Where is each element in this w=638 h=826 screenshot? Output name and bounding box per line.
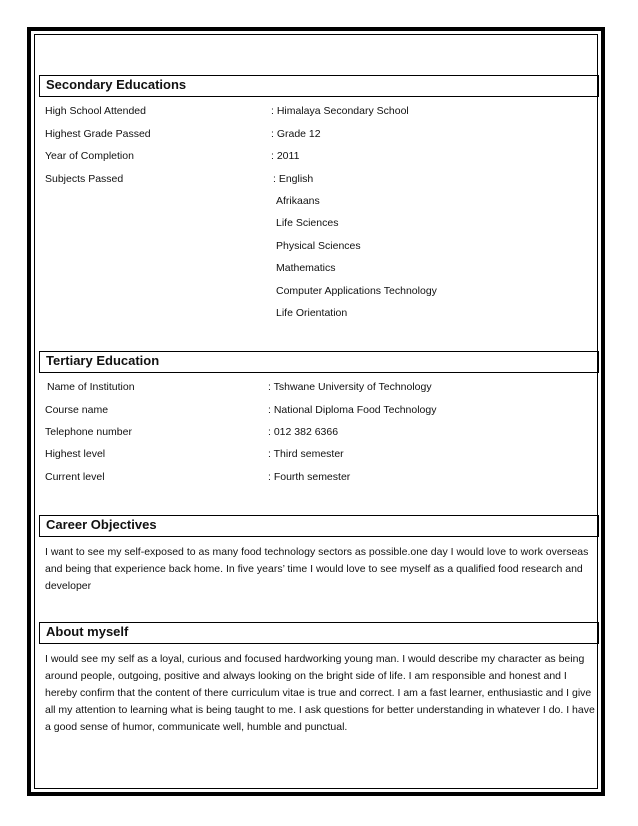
about-text: I would see my self as a loyal, curious and focused hardworking young man. I would describe my character as being around people, outgoing, positive and always looking on the bright side of life. I am responsible and honest and I hereby confirm that the content of there curriculum vitae is true and correct. I am a fast learner, enthusiastic and I give all my attention to learning what is being taught to me. I ask questions for better understanding in whatever I do. I have a good sense of humor, communicate well, humble and punctual. bbox=[45, 653, 595, 733]
tertiary-label-current: Current level bbox=[45, 471, 105, 483]
subject-item: Afrikaans bbox=[276, 195, 320, 207]
subject-item: Computer Applications Technology bbox=[276, 285, 437, 297]
secondary-value-school: : Himalaya Secondary School bbox=[271, 105, 409, 117]
about-heading: About myself bbox=[39, 622, 599, 644]
career-text: I want to see my self-exposed to as many food technology sectors as possible.one day I would love to work overseas and being that experience back home. In five years’ time I would love to see myself as a qualified food research and developer bbox=[45, 546, 589, 592]
tertiary-label-course: Course name bbox=[45, 404, 109, 416]
subject-item: Mathematics bbox=[276, 262, 336, 274]
secondary-label-year: Year of Completion bbox=[45, 150, 134, 162]
subject-item: Life Orientation bbox=[276, 307, 348, 319]
tertiary-label-institution: Name of Institution bbox=[47, 381, 135, 393]
secondary-value-year: : 2011 bbox=[271, 150, 300, 162]
tertiary-value-current: : Fourth semester bbox=[268, 471, 351, 483]
tertiary-value-institution: : Tshwane University of Technology bbox=[268, 381, 432, 393]
secondary-label-school: High School Attended bbox=[45, 105, 146, 117]
secondary-value-subject-1: : English bbox=[273, 173, 314, 185]
secondary-value-grade: : Grade 12 bbox=[271, 128, 321, 140]
subject-item: Physical Sciences bbox=[276, 240, 361, 252]
career-heading: Career Objectives bbox=[39, 515, 599, 537]
subject-item: Life Sciences bbox=[276, 217, 339, 229]
tertiary-label-highest: Highest level bbox=[45, 448, 106, 460]
secondary-label-subjects: Subjects Passed bbox=[45, 173, 124, 185]
secondary-label-grade: Highest Grade Passed bbox=[45, 128, 151, 140]
tertiary-heading: Tertiary Education bbox=[39, 351, 599, 373]
secondary-heading: Secondary Educations bbox=[39, 75, 599, 97]
tertiary-value-course: : National Diploma Food Technology bbox=[268, 404, 437, 416]
tertiary-value-highest: : Third semester bbox=[268, 448, 344, 460]
tertiary-label-phone: Telephone number bbox=[45, 426, 132, 438]
tertiary-value-phone: : 012 382 6366 bbox=[268, 426, 339, 438]
